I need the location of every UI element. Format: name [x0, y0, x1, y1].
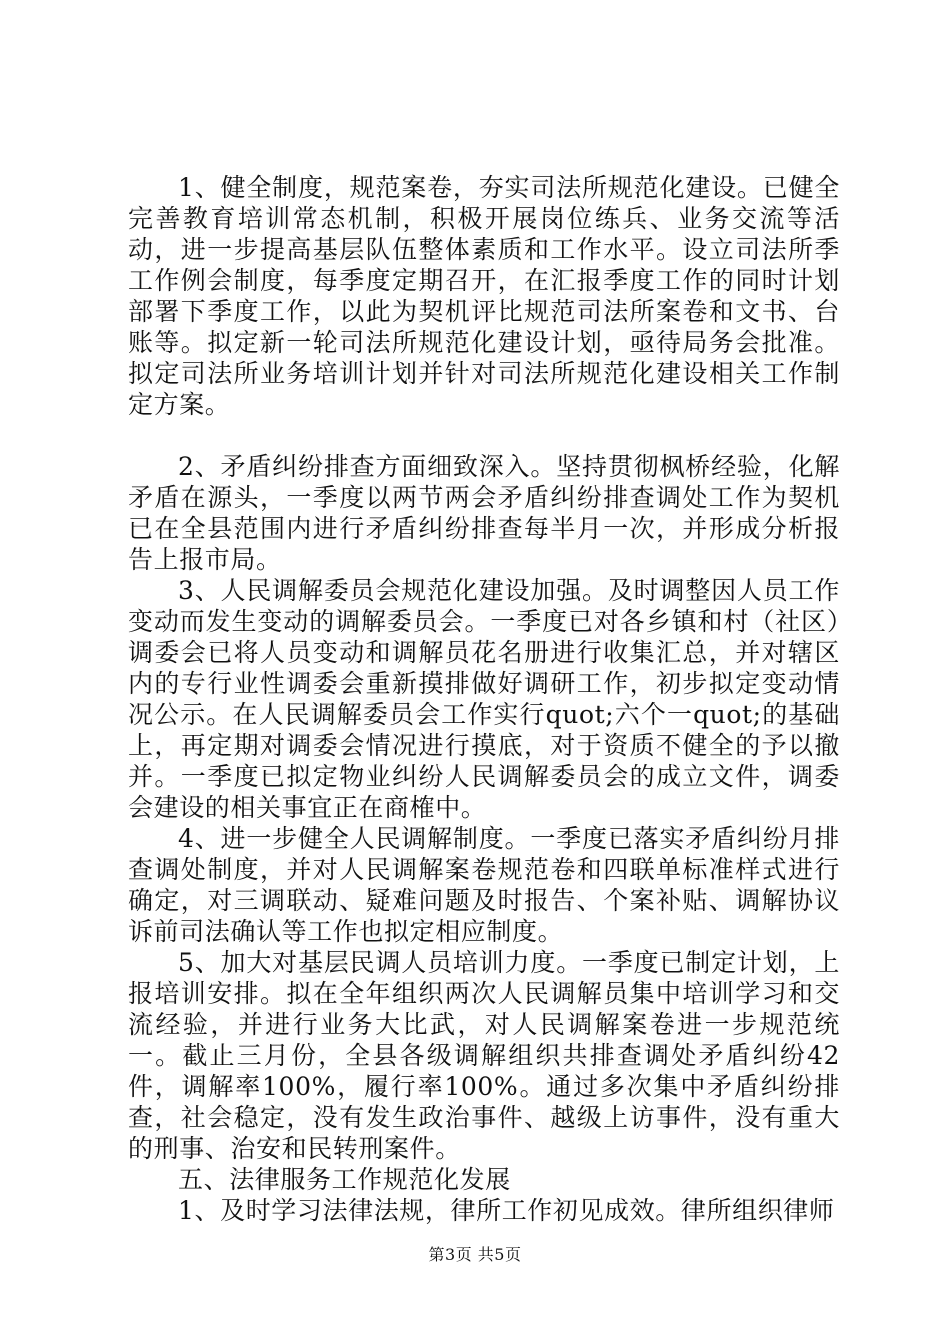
paragraph-4: 4、进一步健全人民调解制度。一季度已落实矛盾纠纷月排查调处制度，并对人民调解案卷规范卷和四联单标准样式进行确定，对三调联动、疑难问题及时报告、个案补贴、调解协议诉前司法确认等工作也拟定相应制度。 — [128, 824, 840, 946]
paragraph-5: 5、加大对基层民调人员培训力度。一季度已制定计划，上报培训安排。拟在全年组织两次人民调解员集中培训学习和交流经验，并进行业务大比武，对人民调解案卷进一步规范统一。截止三月份，全县各级调解组织共排查调处矛盾纠纷42件，调解率100%，履行率100%。通过多次集中矛盾纠纷排查，社会稳定，没有发生政治事件、越级上访事件，没有重大的刑事、治安和民转刑案件。 — [128, 948, 840, 1163]
page-footer — [0, 1244, 950, 1266]
paragraph-6: 1、及时学习法律法规，律所工作初见成效。律所组织律师 — [178, 1196, 835, 1225]
paragraph-1: 1、健全制度，规范案卷，夯实司法所规范化建设。已健全完善教育培训常态机制，积极开展岗位练兵、业务交流等活动，进一步提高基层队伍整体素质和工作水平。设立司法所季工作例会制度，每季度定期召开，在汇报季度工作的同时计划部署下季度工作，以此为契机评比规范司法所案卷和文书、台账等。拟定新一轮司法所规范化建设计划，亟待局务会批准。拟定司法所业务培训计划并针对司法所规范化建设相关工作制定方案。 — [128, 173, 840, 419]
document-body — [128, 172, 840, 1226]
page-number: 第3页 共5页 — [428, 1245, 522, 1264]
paragraph-2: 2、矛盾纠纷排查方面细致深入。坚持贯彻枫桥经验，化解矛盾在源头，一季度以两节两会矛盾纠纷排查调处工作为契机已在全县范围内进行矛盾纠纷排查每半月一次，并形成分析报告上报市局。 — [128, 452, 840, 574]
section-heading: 五、法律服务工作规范化发展 — [178, 1165, 511, 1194]
paragraph-3: 3、人民调解委员会规范化建设加强。及时调整因人员工作变动而发生变动的调解委员会。一季度已对各乡镇和村（社区）调委会已将人员变动和调解员花名册进行收集汇总，并对辖区内的专行业性调委会重新摸排做好调研工作，初步拟定变动情况公示。在人民调解委员会工作实行quot;六个一quot;的基础上，再定期对调委会情况进行摸底，对于资质不健全的予以撤并。一季度已拟定物业纠纷人民调解委员会的成立文件，调委会建设的相关事宜正在商榷中。 — [128, 576, 840, 822]
